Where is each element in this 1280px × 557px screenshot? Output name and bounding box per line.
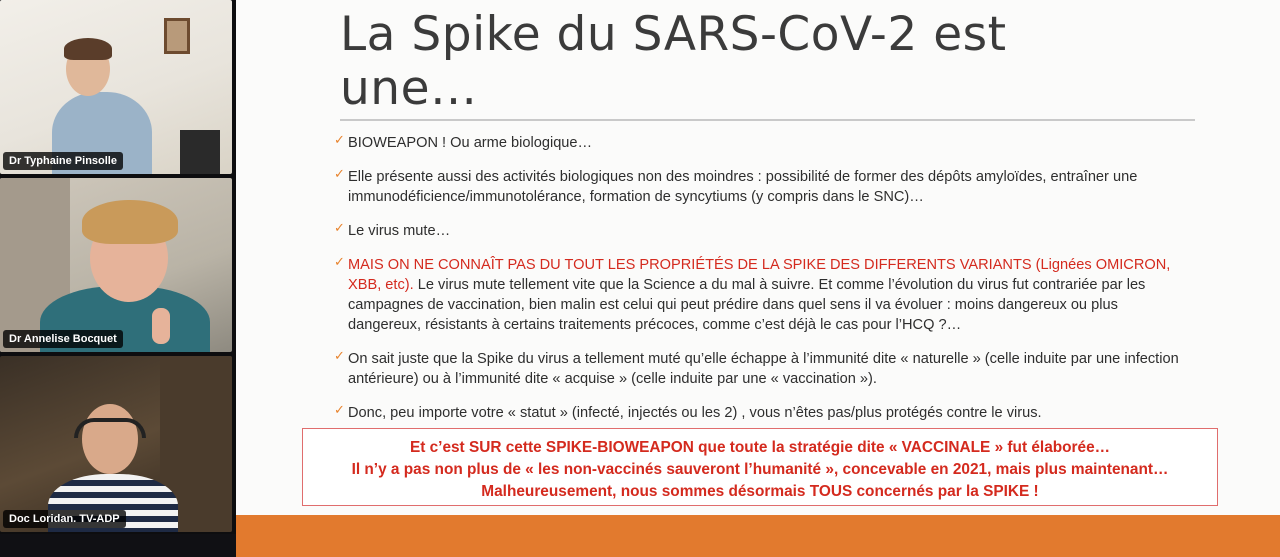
check-icon: ✓ — [334, 166, 345, 181]
bullet-list — [334, 133, 1194, 437]
callout-box — [302, 428, 1218, 506]
shared-slide — [236, 0, 1280, 557]
bullet-item — [334, 133, 1194, 153]
bullet-item — [334, 255, 1194, 335]
check-icon: ✓ — [334, 220, 345, 235]
bullet-text: Donc, peu importe votre « statut » (infecté, injectés ou les 2) , vous n’êtes pas/plus protégés contre le virus. — [348, 405, 1042, 421]
bullet-text: On sait juste que la Spike du virus a tellement muté qu’elle échappe à l’immunité dite « naturelle » (celle induite par une infection antérieure) ou à l’immunité dite « acquise » (celle induite par une « vaccination »). — [348, 351, 1179, 387]
participant-name-label: Dr Typhaine Pinsolle — [3, 152, 123, 170]
check-icon: ✓ — [334, 348, 345, 363]
slide-title-line-1: La Spike du SARS-CoV-2 est — [340, 7, 1007, 62]
participant-video-feed — [0, 356, 232, 532]
bullet-item — [334, 221, 1194, 241]
slide-footer-band — [236, 515, 1280, 557]
participant-video-feed — [0, 178, 232, 352]
bullet-item — [334, 403, 1194, 423]
participant-name-label: Dr Annelise Bocquet — [3, 330, 123, 348]
bullet-text: BIOWEAPON ! Ou arme biologique… — [348, 135, 593, 151]
participant-tile-typhaine[interactable] — [0, 0, 232, 174]
bullet-text: Le virus mute tellement vite que la Science a du mal à suivre. Et comme l’évolution du virus fut contrariée par les campagnes de vaccination, bien malin est celui qui peut prédire dans quel sens il va évoluer : moins dangereux ou plus dangereux, résistants à certains traitements précoces, comme c’est déjà le cas pour l’HCQ ?… — [348, 277, 1146, 333]
bullet-text: Elle présente aussi des activités biologiques non des moindres : possibilité de former des dépôts amyloïdes, entraîner une immunodéficience/immunotolérance, formation de syncytiums (y compris dans le SNC)… — [348, 169, 1138, 205]
bullet-item — [334, 167, 1194, 207]
participant-video-feed — [0, 0, 232, 174]
participant-tile-annelise[interactable] — [0, 178, 232, 352]
callout-line: Il n’y a pas non plus de « les non-vaccinés sauveront l’humanité », concevable en 2021, mais plus maintenant… — [351, 461, 1169, 478]
bullet-text-highlight: MAIS ON NE CONNAÎT PAS DU TOUT LES PROPRIÉTÉS DE LA SPIKE DES DIFFERENTS VARIANTS (Lignées OMICRON, XBB, etc). — [348, 257, 1171, 293]
title-divider — [340, 119, 1195, 121]
callout-line: Et c’est SUR cette SPIKE-BIOWEAPON que toute la stratégie dite « VACCINALE » fut élaborée… — [409, 439, 1111, 456]
check-icon: ✓ — [334, 402, 345, 417]
callout-line: Malheureusement, nous sommes désormais TOUS concernés par la SPIKE ! — [481, 483, 1039, 500]
participant-name-label: Doc Loridan. TV-ADP — [3, 510, 126, 528]
check-icon: ✓ — [334, 132, 345, 147]
participant-panel — [0, 0, 236, 557]
slide-title — [340, 8, 1140, 116]
bullet-text: Le virus mute… — [348, 223, 451, 239]
check-icon: ✓ — [334, 254, 345, 269]
participant-tile-partial — [0, 534, 236, 557]
bullet-item — [334, 349, 1194, 389]
participant-tile-loridan[interactable] — [0, 356, 232, 532]
slide-title-line-2: une… — [340, 61, 478, 116]
